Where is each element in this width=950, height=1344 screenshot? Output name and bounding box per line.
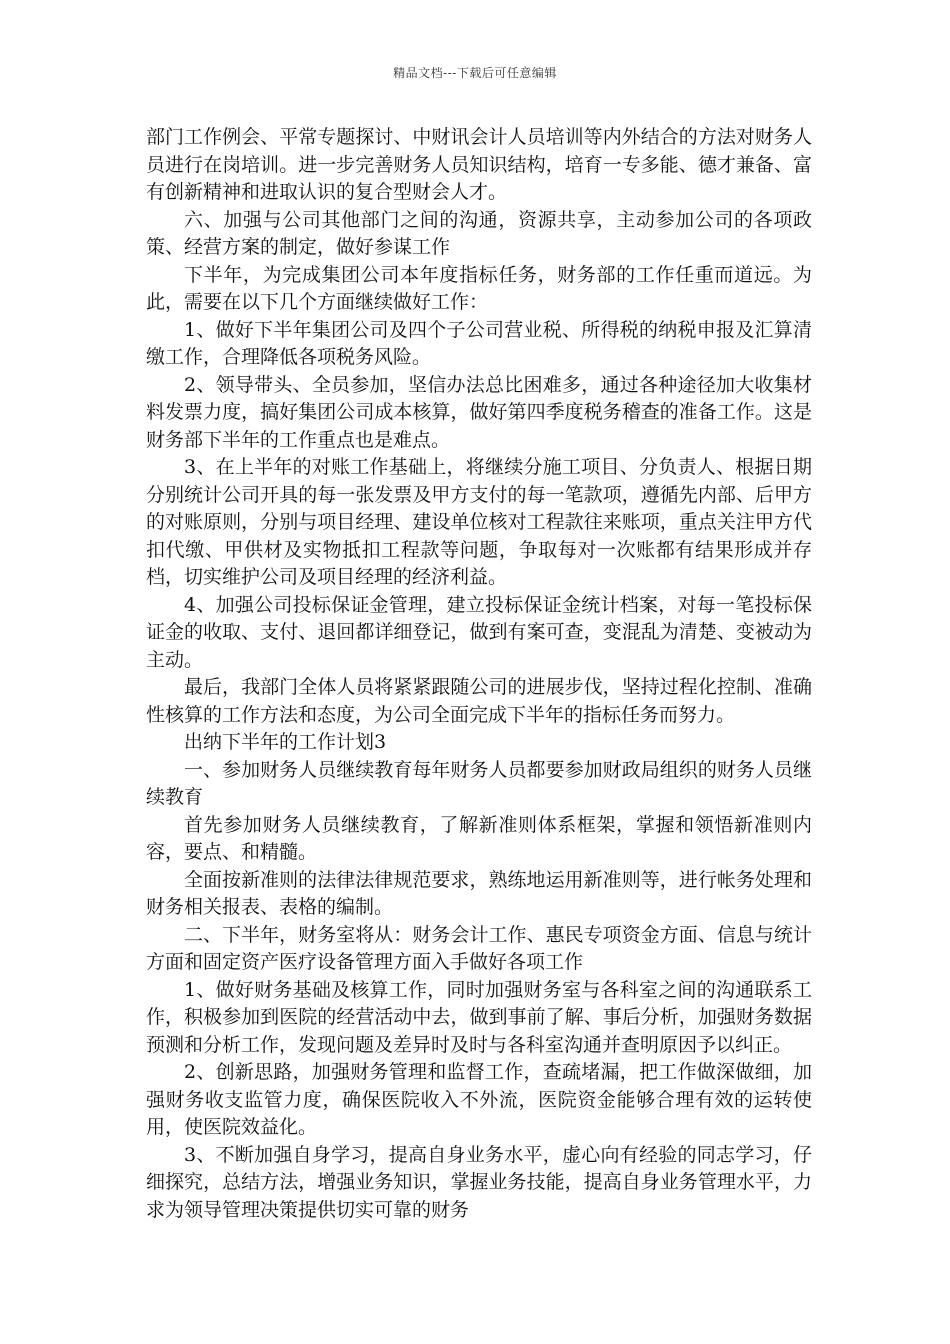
paragraph-11: 首先参加财务人员继续教育，了解新准则体系框架，掌握和领悟新准则内容，要点、和精髓。 (146, 813, 812, 863)
document-body (146, 124, 812, 1224)
paragraph-4: 1、做好下半年集团公司及四个子公司营业税、所得税的纳税申报及汇算清缴工作，合理降低各项税务风险。 (146, 318, 812, 368)
paragraph-10: 一、参加财务人员继续教育每年财务人员都要参加财政局组织的财务人员继续教育 (146, 758, 812, 808)
paragraph-1: 部门工作例会、平常专题探讨、中财讯会计人员培训等内外结合的方法对财务人员进行在岗培训。进一步完善财务人员知识结构，培育一专多能、德才兼备、富有创新精神和进取认识的复合型财会人才。 (146, 126, 812, 203)
page-header: 精品文档---下载后可任意编辑 (393, 66, 557, 80)
paragraph-7: 4、加强公司投标保证金管理，建立投标保证金统计档案，对每一笔投标保证金的收取、支付、退回都详细登记，做到有案可查，变混乱为清楚、变被动为主动。 (146, 593, 812, 671)
paragraph-5: 2、领导带头、全员参加，坚信办法总比困难多，通过各种途径加大收集材料发票力度，搞好集团公司成本核算，做好第四季度税务稽查的准备工作。这是财务部下半年的工作重点也是难点。 (146, 373, 812, 451)
paragraph-14: 1、做好财务基础及核算工作，同时加强财务室与各科室之间的沟通联系工作，积极参加到医院的经营活动中去，做到事前了解、事后分析，加强财务数据预测和分析工作，发现问题及差异时及时与各科室沟通并查明原因予以纠正。 (146, 978, 812, 1056)
paragraph-3: 下半年，为完成集团公司本年度指标任务，财务部的工作任重而道远。为此，需要在以下几个方面继续做好工作： (146, 263, 812, 313)
paragraph-15: 2、创新思路，加强财务管理和监督工作，查疏堵漏，把工作做深做细，加强财务收支监管力度，确保医院收入不外流，医院资金能够合理有效的运转使用，使医院效益化。 (146, 1061, 812, 1138)
section-title: 出纳下半年的工作计划3 (184, 731, 387, 753)
paragraph-13: 二、下半年，财务室将从：财务会计工作、惠民专项资金方面、信息与统计方面和固定资产医疗设备管理方面入手做好各项工作 (146, 923, 812, 973)
paragraph-2: 六、加强与公司其他部门之间的沟通，资源共享，主动参加公司的各项政策、经营方案的制定，做好参谋工作 (146, 208, 812, 258)
paragraph-12: 全面按新准则的法律法律规范要求，熟练地运用新准则等，进行帐务处理和财务相关报表、表格的编制。 (146, 868, 812, 918)
paragraph-8: 最后，我部门全体人员将紧紧跟随公司的进展步伐，坚持过程化控制、准确性核算的工作方法和态度，为公司全面完成下半年的指标任务而努力。 (146, 676, 812, 726)
paragraph-6: 3、在上半年的对账工作基础上，将继续分施工项目、分负责人、根据日期分别统计公司开具的每一张发票及甲方支付的每一笔款项，遵循先内部、后甲方的对账原则，分别与项目经理、建设单位核对工程款往来账项，重点关注甲方代扣代缴、甲供材及实物抵扣工程款等问题，争取每对一次账都有结果形成并存档，切实维护公司及项目经理的经济利益。 (146, 456, 812, 588)
paragraph-16: 3、不断加强自身学习，提高自身业务水平，虚心向有经验的同志学习，仔细探究，总结方法，增强业务知识，掌握业务技能，提高自身业务管理水平，力求为领导管理决策提供切实可靠的财务 (146, 1143, 812, 1221)
